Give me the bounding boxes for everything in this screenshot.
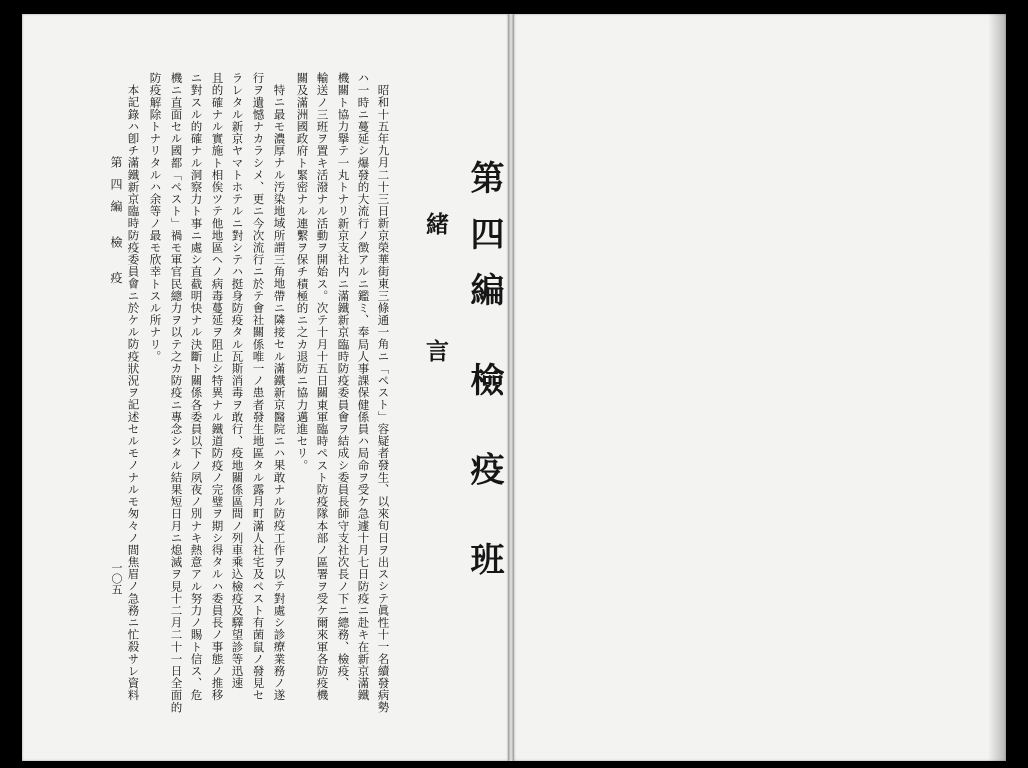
body-line: 特ニ最モ濃厚ナル汚染地域所謂三角地帶ニ隣接セル滿鐵新京醫院ニハ果敢ナル防疫工作ヲ以テ對處シ診療業務ノ遂 <box>272 84 287 702</box>
body-line: 關及滿洲國政府ト緊密ナル連繫ヲ保チ積極的ニ之カ退防ニ協力邁進セリ。 <box>295 72 310 472</box>
body-line: 輸送ノ三班ヲ置キ活潑ナル活動ヲ開始ス。次テ十月十五日關東軍臨時ペスト防疫隊本部ノ區署ヲ受ケ爾來軍各防疫機 <box>315 72 330 702</box>
body-line: 昭和十五年九月二十三日新京榮華街東三條通一角ニ「ペスト」容疑者發生、以來旬日ヲ出スシテ眞性十一名續發病勢 <box>376 84 391 714</box>
left-page <box>22 14 508 761</box>
body-line: 且的確ナル實施ト相俟ツテ他地區ヘノ病毒蔓延ヲ阻止シ特異ナル鐵道防疫ノ完璧ヲ期シ得タルハ委員長ノ事態ノ推移 <box>210 72 225 702</box>
body-line: 防疫解除トナリタルハ余等ノ最モ欣幸トスル所ナリ。 <box>148 72 163 363</box>
body-line: ラレタル新京ヤマトホテルニ對シテハ挺身防疫タル瓦斯消毒ヲ敢行、疫地關係區間ノ列車乘込檢疫及驛望診等迅速 <box>230 72 245 690</box>
section-heading: 緒 言 <box>422 212 449 411</box>
footer-title: 第四編 檢 疫 <box>109 156 123 294</box>
body-line: 機ニ直面セル國都「ペスト」禍モ軍官民總力ヲ以テ之カ防疫ニ專念シタル結果短日月ニ熄滅ヲ見十二月二十一日全面的 <box>169 72 184 714</box>
page-edge-shadow <box>988 14 1006 761</box>
body-line: ハ一時ニ蔓延シ爆發的大流行ノ徴アルニ鑑ミ、奉局人事課保健係員ハ局命ヲ受ケ急遽十月七日防疫ニ赴キ在新京滿鐵 <box>356 72 371 702</box>
chapter-title: 第四編 檢 疫 班 <box>464 160 504 598</box>
page-number: 一〇五 <box>110 562 123 595</box>
body-line: 行ヲ遺憾ナカラシメ、更ニ今次流行ニ於テ會社關係唯一ノ患者發生地區タル露月町滿人社宅及ペスト有菌鼠ノ發見セ <box>251 72 266 702</box>
body-line: ニ對スル的確ナル洞察力ト事ニ處シ直截明快ナル決斷ト關係各委員以下ノ夙夜ノ別ナキ熱意アル努力ノ賜ト信ス、危 <box>189 72 204 702</box>
body-line: 機關ト協力擧テ一丸トナリ新京支社内ニ滿鐵新京臨時防疫委員會ヲ結成シ委員長師守支社次長ノ下ニ總務、檢疫、 <box>336 72 351 690</box>
body-line: 本記錄ハ卽チ滿鐵新京臨時防疫委員會ニ於ケル防疫狀況ヲ記述セルモノナルモ匆々ノ間焦眉ノ急務ニ忙殺サレ資料 <box>126 84 141 702</box>
right-page-blank <box>514 14 1006 761</box>
